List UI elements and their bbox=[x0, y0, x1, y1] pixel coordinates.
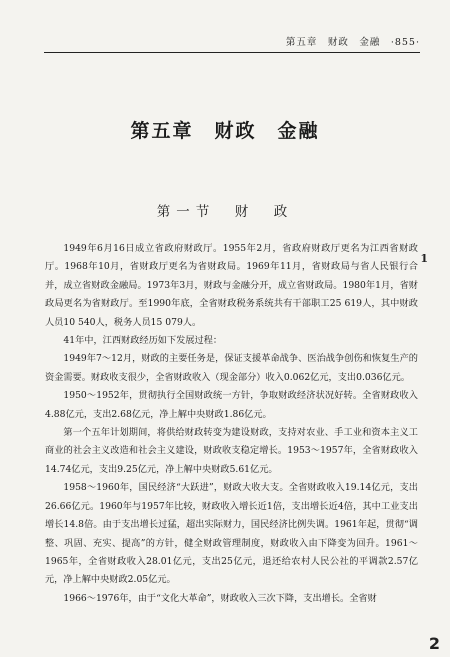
margin-mark: 1 bbox=[420, 252, 428, 265]
chapter-title: 第五章 财政 金融 bbox=[130, 120, 320, 142]
paragraph: 1958～1960年，国民经济“大跃进”，财政大收大支。全省财政收入19.14亿元，支出26.66亿元。1960年与1957年比较，财政收入增长近1倍，支出增长近4倍，其中工业支出增长14.8倍。由于支出增长过猛，超出实际财力，国民经济比例失调。1961年起，贯彻“调整、巩固、充实、提高”的方针，健全财政管理制度，财政收入由下降变为回升。1961～1965年，全省财政收入28.01亿元，支出25亿元，退还给农村人民公社的平调款2.57亿元，净上解中央财政2.05亿元。 bbox=[45, 482, 418, 586]
paragraph: 1949年7～12月，财政的主要任务是，保证支援革命战争、医治战争创伤和恢复生产的资金需要。财政收支很少，全省财政收入（现金部分）收入0.062亿元，支出0.036亿元。 bbox=[45, 353, 418, 383]
running-head: 第五章 财政 金融 ·855· bbox=[285, 37, 420, 48]
paragraph: 1950～1952年，贯彻执行全国财政统一方针，争取财政经济状况好转。全省财政收入4.88亿元，支出2.68亿元，净上解中央财政1.86亿元。 bbox=[45, 390, 418, 420]
body-text bbox=[45, 240, 418, 608]
paragraph: 41年中，江西财政经历如下发展过程： bbox=[63, 335, 223, 347]
paragraph: 1949年6月16日成立省政府财政厅。1955年2月，省政府财政厅更名为江西省财政厅。1968年10月，省财政厅更名为省财政局。1969年11月，省财政局与省人民银行合并，成立省财政金融局。1973年3月，财政与金融分开，成立省财政局。1980年1月，省财政局更名为省财政厅。至1990年底，全省财政税务系统共有干部职工25 619人，其中财政人员10 540人，税务人员15 079人。 bbox=[45, 243, 418, 328]
paragraph: 第一个五年计划期间，将供给财政转变为建设财政，支持对农业、手工业和资本主义工商业的社会主义改造和社会主义建设，财政收支稳定增长。1953～1957年，全省财政收入14.74亿元，支出9.25亿元，净上解中央财政5.61亿元。 bbox=[45, 427, 418, 475]
handwritten-page-mark: 2 bbox=[428, 634, 440, 653]
section-title: 第一节 财 政 bbox=[156, 204, 294, 220]
paragraph: 1966～1976年，由于“文化大革命”，财政收入三次下降，支出增长。全省财 bbox=[63, 592, 377, 604]
header-rule bbox=[44, 52, 420, 53]
